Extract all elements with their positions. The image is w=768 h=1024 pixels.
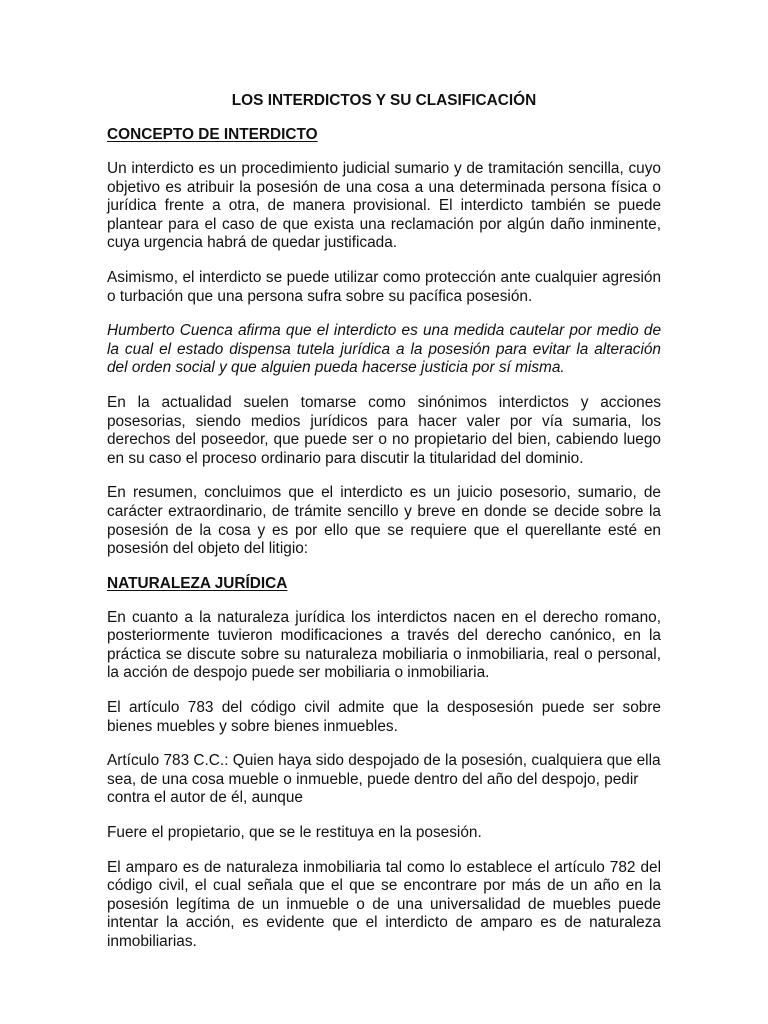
- paragraph: En la actualidad suelen tomarse como sinónimos interdictos y acciones posesorias, siendo medios jurídicos para hacer valer por vía sumaria, los derechos del poseedor, que puede ser o no propietario del bien, cabiendo luego en su caso el proceso ordinario para discutir la titularidad del dominio.: [107, 393, 661, 467]
- paragraph: En cuanto a la naturaleza jurídica los interdictos nacen en el derecho romano, posteriormente tuvieron modificaciones a través del derecho canónico, en la práctica se discute sobre su naturaleza mobiliaria o inmobiliaria, real o personal, la acción de despojo puede ser mobiliaria o inmobiliaria.: [107, 608, 661, 682]
- section-heading-concepto: CONCEPTO DE INTERDICTO: [107, 126, 318, 143]
- section-heading-naturaleza: NATURALEZA JURÍDICA: [107, 574, 288, 592]
- document-body: [107, 92, 661, 968]
- paragraph: Asimismo, el interdicto se puede utilizar como protección ante cualquier agresión o turbación que una persona sufra sobre su pacífica posesión.: [107, 268, 661, 305]
- paragraph: Fuere el propietario, que se le restituya en la posesión.: [107, 824, 482, 842]
- paragraph: Un interdicto es un procedimiento judicial sumario y de tramitación sencilla, cuyo objetivo es atribuir la posesión de una cosa a una determinada persona física o jurídica frente a otra, de manera provisional. El interdicto también se puede plantear para el caso de que exista una reclamación por algún daño inminente, cuya urgencia habrá de quedar justificada.: [107, 160, 661, 252]
- paragraph: En resumen, concluimos que el interdicto es un juicio posesorio, sumario, de carácter extraordinario, de trámite sencillo y breve en donde se decide sobre la posesión de la cosa y es por ello que se requiere que el querellante esté en posesión del objeto del litigio:: [107, 484, 661, 558]
- paragraph: El amparo es de naturaleza inmobiliaria tal como lo establece el artículo 782 del código civil, el cual señala que el que se encontrare por más de un año en la posesión legítima de un inmueble o de una universalidad de muebles puede intentar la acción, es evidente que el interdicto de amparo es de naturaleza inmobiliarias.: [107, 858, 661, 950]
- article-quote-paragraph: Artículo 783 C.C.: Quien haya sido despojado de la posesión, cualquiera que ella sea, de una cosa mueble o inmueble, puede dentro del año del despojo, pedir contra el autor de él, aunque: [107, 752, 661, 807]
- quote-paragraph: Humberto Cuenca afirma que el interdicto es una medida cautelar por medio de la cual el estado dispensa tutela jurídica a la posesión para evitar la alteración del orden social y que alguien pueda hacerse justicia por sí misma.: [107, 322, 661, 377]
- document-title: LOS INTERDICTOS Y SU CLASIFICACIÓN: [231, 92, 537, 109]
- paragraph: El artículo 783 del código civil admite que la desposesión puede ser sobre bienes muebles y sobre bienes inmuebles.: [107, 699, 661, 735]
